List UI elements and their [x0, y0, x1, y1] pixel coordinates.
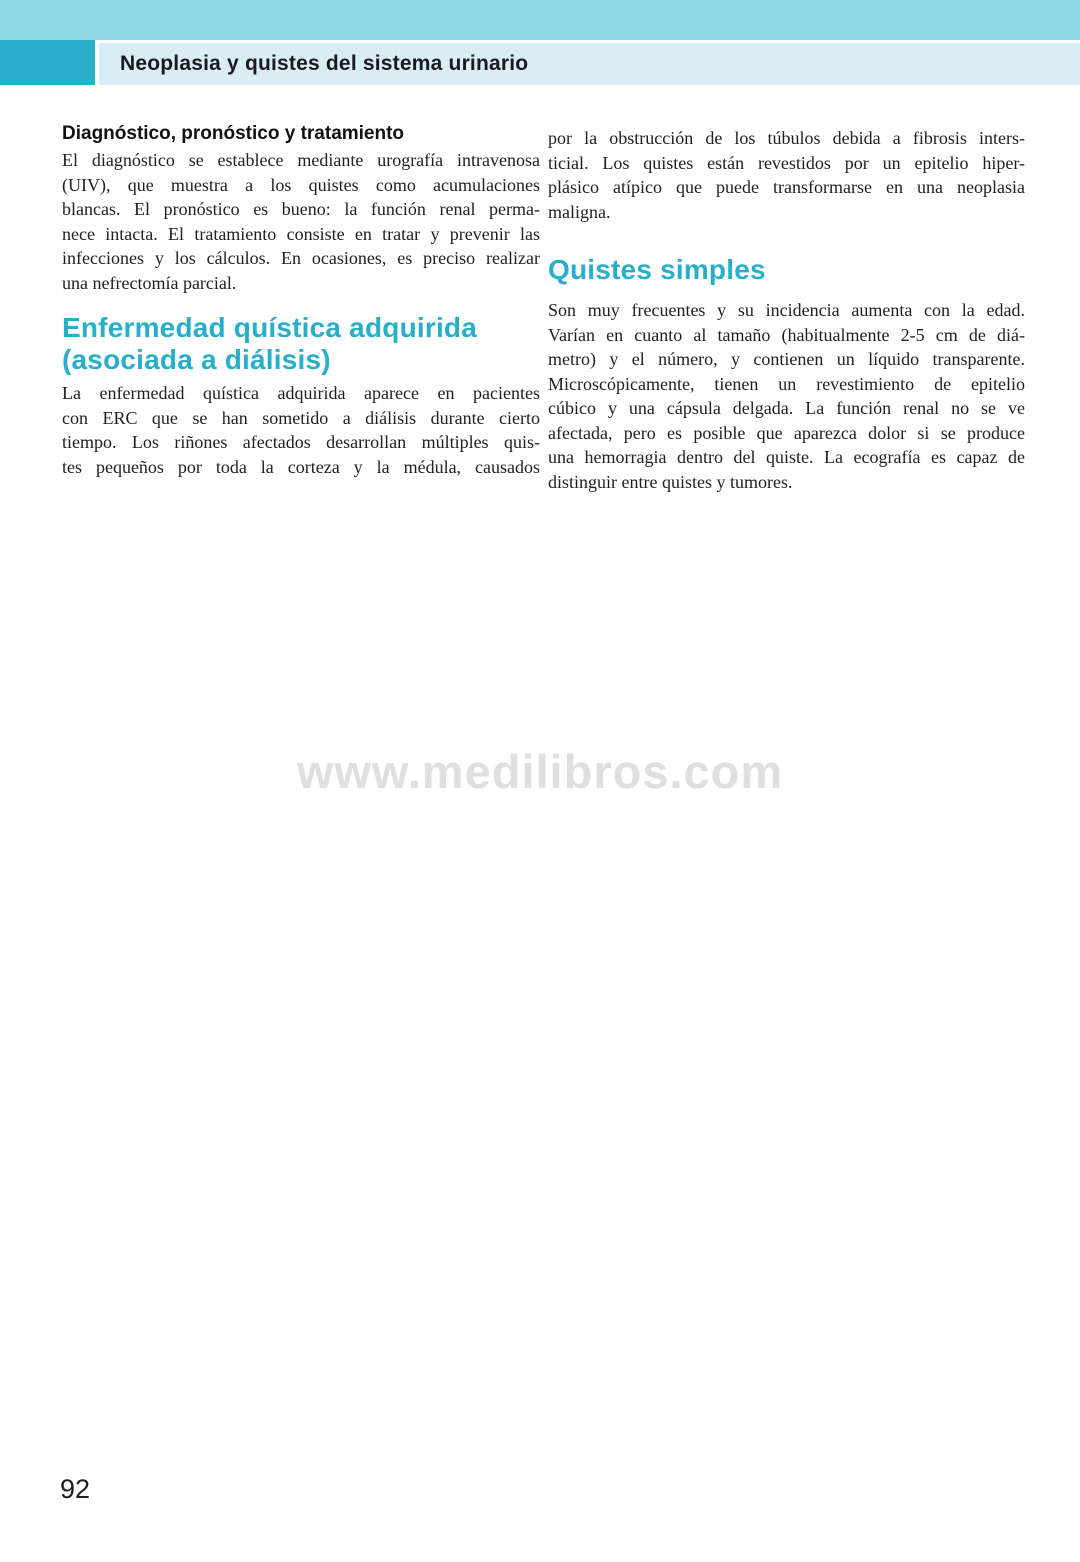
left-section-heading: Enfermedad quística adquirida (asociada a diálisis): [62, 312, 477, 375]
page-title: Neoplasia y quistes del sistema urinario: [120, 52, 529, 75]
right-paragraph-2: Son muy frecuentes y su incidencia aumenta con la edad. Varían en cuanto al tamaño (habitualmente 2-5 cm de diá- metro) y el número, y contienen un líquido transparente. Microscópicamente, tienen un revestimiento de epitelio cúbico y una cápsula delgada. La función renal no se ve afectada, pero es posible que aparezca dolor si se produce una hemorragia dentro del quiste. La ecografía es capaz de distinguir entre quistes y tumores.: [548, 300, 1025, 492]
page-number: 92: [60, 1474, 91, 1504]
header-accent-square: [0, 40, 95, 85]
right-paragraph-1: por la obstrucción de los túbulos debida a fibrosis inters- ticial. Los quistes están revestidos por un epitelio hiper- plásico atípico que puede transformarse en una neoplasia maligna.: [548, 128, 1025, 222]
watermark-text: www.medilibros.com: [296, 745, 784, 798]
right-section-heading: Quistes simples: [548, 254, 766, 285]
header-top-band: [0, 0, 1080, 40]
left-paragraph-2: La enfermedad quística adquirida aparece en pacientes con ERC que se han sometido a diálisis durante cierto tiempo. Los riñones afectados desarrollan múltiples quis- tes pequeños por toda la corteza y la médula, causados: [62, 383, 540, 477]
left-paragraph-1: El diagnóstico se establece mediante urografía intravenosa (UIV), que muestra a los quistes como acumulaciones blancas. El pronóstico es bueno: la función renal perma- nece intacta. El tratamiento consiste en tratar y prevenir las infecciones y los cálculos. En ocasiones, es preciso realizar una nefrectomía parcial.: [62, 150, 540, 293]
left-subheading: Diagnóstico, pronóstico y tratamiento: [62, 123, 405, 144]
